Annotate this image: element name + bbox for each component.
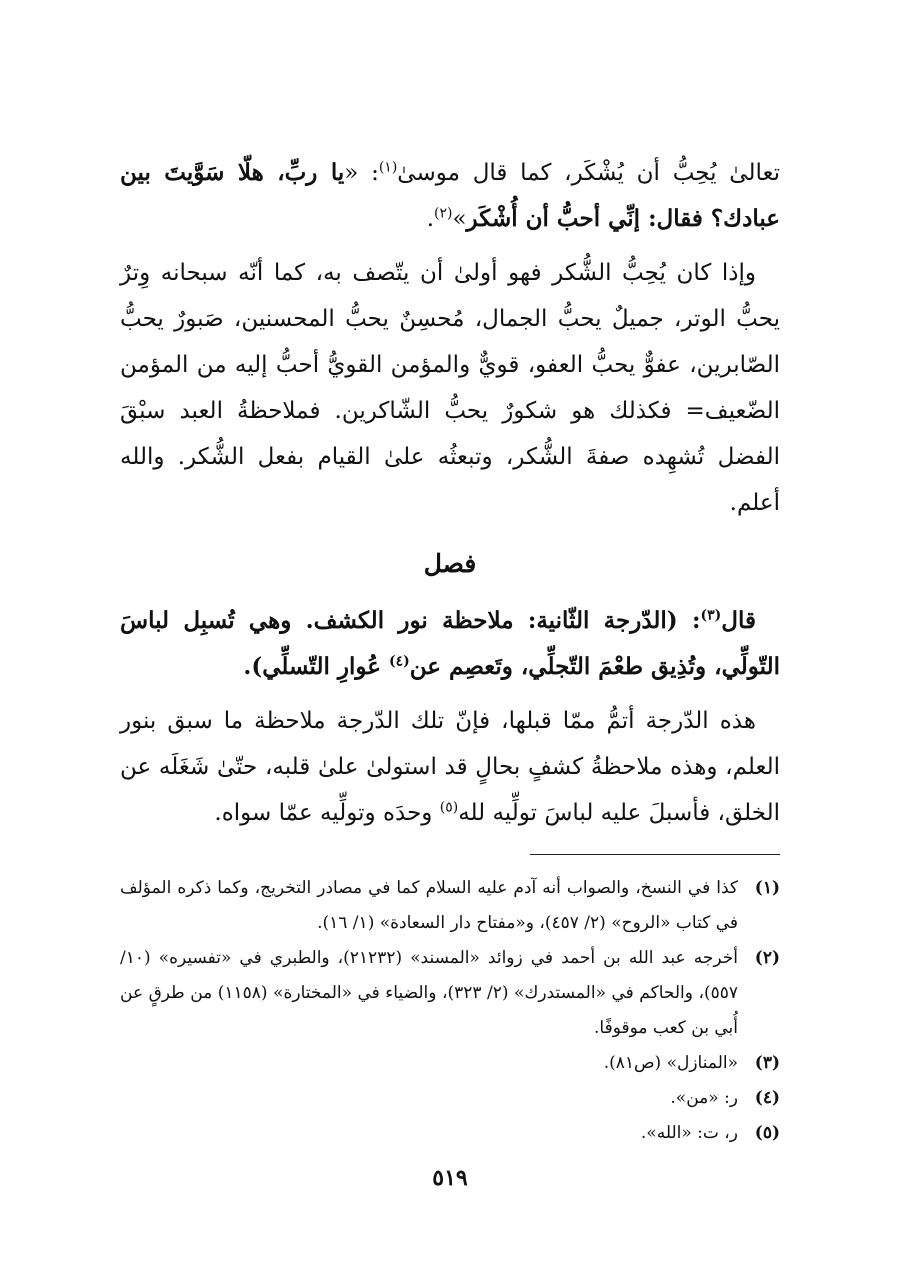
paragraph-1-text-d: .: [426, 206, 434, 232]
footnote-number: (١): [754, 878, 780, 898]
paragraph-1: [120, 150, 780, 242]
footnote-ref-5[interactable]: (٥): [439, 799, 459, 816]
footnote-text: كذا في النسخ، والصواب أنه آدم عليه السلام كما في مصادر التخريج، وكما ذكره المؤلف في كتاب «الروح» (٢/ ٤٥٧)، و«مفتاح دار السعادة» (١/ ١٦).: [120, 878, 738, 933]
paragraph-3-matn: [120, 598, 780, 690]
paragraph-3-text-b: عُوارِ التّسلِّي).: [243, 653, 389, 680]
paragraph-1-text-a: تعالىٰ يُحِبُّ أن يُشْكَر، كما قال موسىٰ: [397, 160, 780, 186]
book-page: [120, 150, 780, 1211]
section-title: فصل: [423, 549, 477, 578]
paragraph-1-text-c: »: [452, 206, 467, 232]
paragraph-1-quote-bold: يا ربِّ، هلّا سَوَّيتَ بين عبادك؟ فقال: إنِّي أحبُّ أن أُشْكَر: [120, 159, 780, 232]
footnote-number: (٤): [754, 1088, 780, 1108]
paragraph-4-text-b: وحدَه وتولِّيه عمّا سواه.: [214, 800, 440, 826]
footnote-ref-3[interactable]: (٣): [700, 607, 722, 624]
paragraph-2: وإذا كان يُحِبُّ الشُّكر فهو أولىٰ أن يتّصف به، كما أنّه سبحانه وِترٌ يحبُّ الوتر، جميلٌ يحبُّ الجمال، مُحسِنٌ يحبُّ المحسنين، صَبورٌ يحبُّ الصّابرين، عفوٌّ يحبُّ العفو، قويٌّ والمؤمن القويُّ أحبُّ إليه من المؤمن الضّعيف= فكذلك هو شكورٌ يحبُّ الشّاكرين. فملاحظةُ العبد سبْقَ الفضل تُشهِده صفةَ الشُّكر، وتبعثُه علىٰ القيام بفعل الشُّكر. والله أعلم.: [120, 260, 780, 516]
paragraph-4: [120, 698, 780, 836]
footnote-number: (٣): [754, 1053, 780, 1073]
footnote-item: [120, 941, 780, 1046]
footnote-ref-2[interactable]: (٢): [434, 205, 453, 222]
footnote-ref-4[interactable]: (٤): [389, 653, 410, 670]
paragraph-3-qala: قال: [721, 607, 756, 634]
footnote-number: (٥): [754, 1123, 780, 1143]
footnote-item: [120, 1116, 780, 1151]
footnote-text: «المنازل» (ص٨١).: [603, 1053, 738, 1073]
page-number: ٥١٩: [432, 1165, 468, 1191]
footnote-ref-1[interactable]: (١): [378, 159, 398, 176]
footnote-text: أخرجه عبد الله بن أحمد في زوائد «المسند» (٢١٢٣٢)، والطبري في «تفسيره» (١٠/ ٥٥٧)، والحاكم في «المستدرك» (٢/ ٣٢٣)، والضياء في «المختارة» (١١٥٨) من طرقٍ عن أُبي بن كعب موقوفًا.: [120, 948, 738, 1038]
paragraph-4-text-a: هذه الدّرجة أتمُّ ممّا قبلها، فإنّ تلك الدّرجة ملاحظة ما سبق بنور العلم، وهذه ملاحظةُ كشفٍ بحالٍ قد استولىٰ علىٰ قلبه، حتّىٰ شَغَلَه عن الخلق، فأسبلَ عليه لباسَ تولِّيه لله: [120, 708, 780, 826]
footnote-number: (٢): [754, 948, 780, 968]
footnote-item: [120, 1081, 780, 1116]
paragraph-1-text-b: : «: [344, 160, 379, 186]
paragraph-3-text-a: : (الدّرجة الثّانية: ملاحظة نور الكشف. وهي تُسبِل لباسَ التّولِّي، وتُذِيق طعْمَ التّجلِّي، وتَعصِم عن: [120, 607, 780, 680]
footnotes-list: [120, 871, 780, 1151]
footnote-item: [120, 1046, 780, 1081]
footnote-text: ر، ت: «الله».: [640, 1123, 738, 1143]
footnote-item: [120, 871, 780, 941]
footnote-text: ر: «من».: [670, 1088, 738, 1108]
footnote-divider: [530, 854, 780, 855]
